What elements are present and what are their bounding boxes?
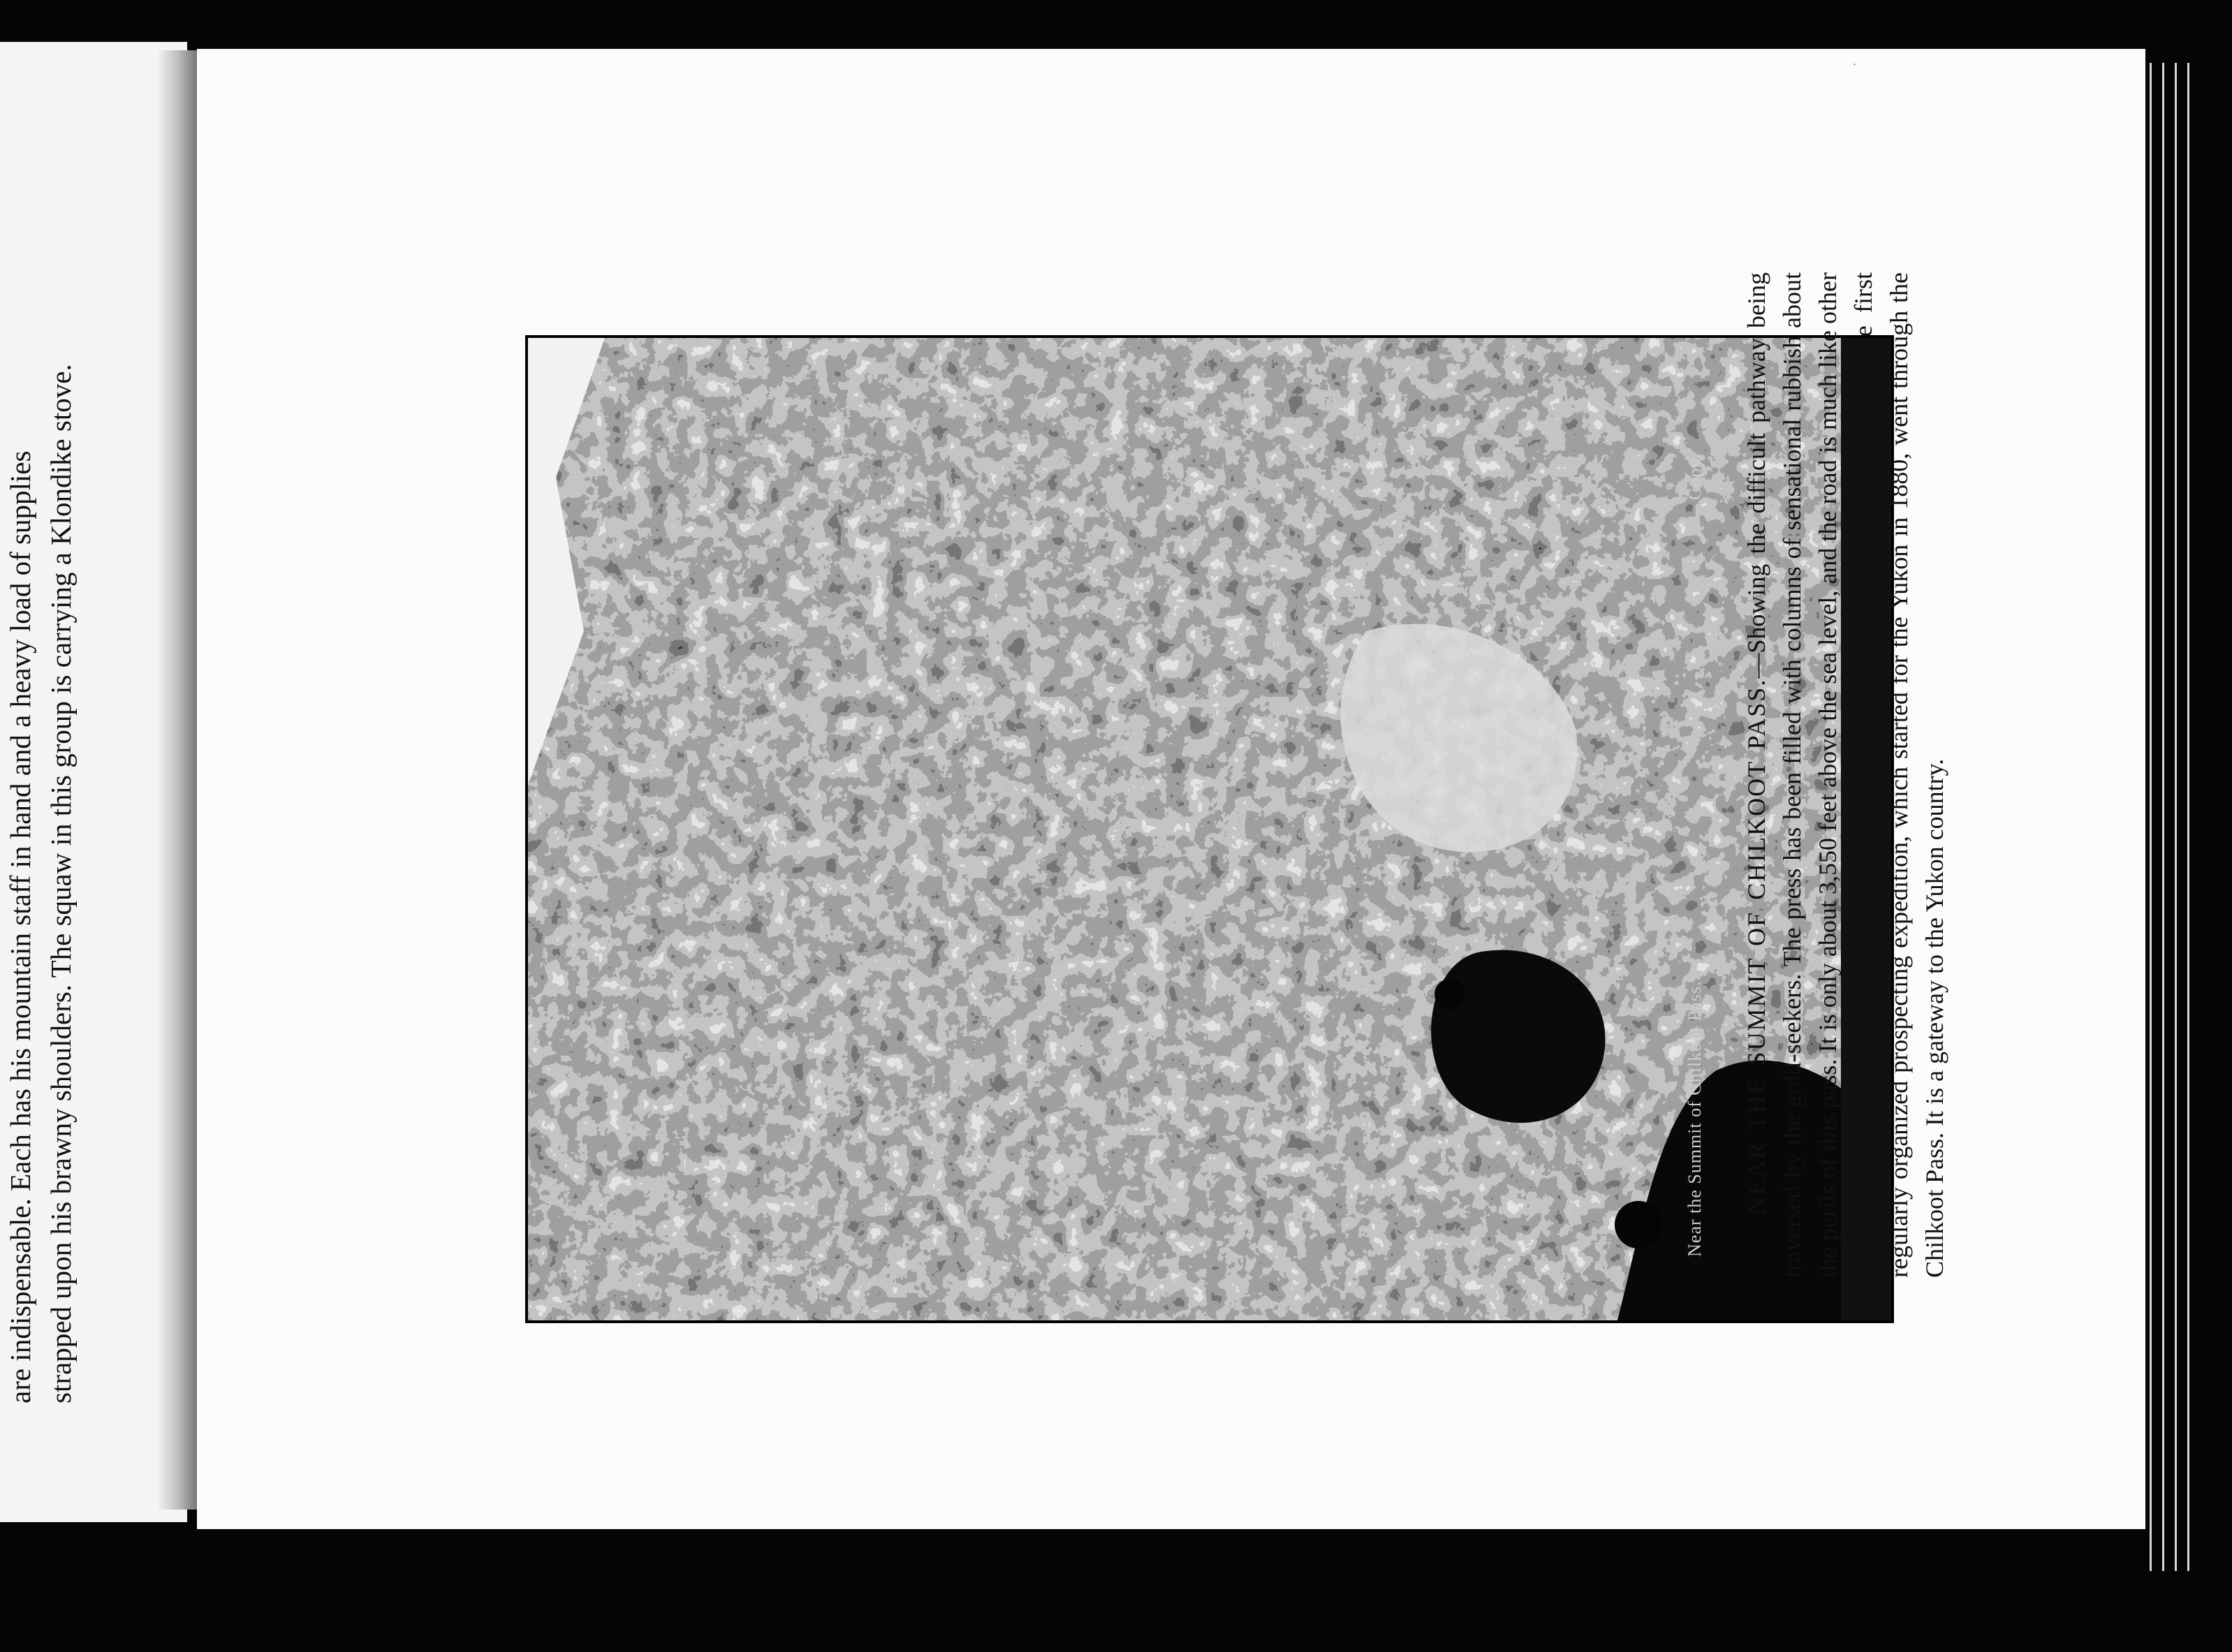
photo-embedded-caption (1684, 279, 1712, 1257)
left-page-text (0, 0, 84, 1403)
hiker-figure (1615, 1201, 1662, 1248)
photo-embedded-title: Near the Summit of Chilkoot Pass. (1684, 980, 1705, 1257)
hiker-figure-2 (1434, 979, 1465, 1010)
left-page-line-2: strapped upon his brawny shoulders. The squaw in this group is carrying a Klondike stove. (45, 364, 77, 1403)
photo-embedded-credit: Copy. (1684, 454, 1705, 501)
scan-mark: · (1852, 57, 1857, 73)
caption-body: —Showing the difficult pathway being traversed by the gold-seekers. The press has been filled with columns of sensational rubbish about the perils of this pass. It is only about 3,550 feet above the sea level, and the road is much like other rugged mountain trails, and women and children have often gone over in summer. The first regularly organized prospecting expedition, which started for the Yukon in 1880, went through the Chilkoot Pass. It is a gateway to the Yukon country. (1742, 272, 1948, 1278)
page-edges (2143, 63, 2212, 1571)
left-page-line-1: are indispensable. Each has his mountain staff in hand and a heavy load of supplies (4, 450, 36, 1403)
photo-caption (1739, 272, 1948, 1278)
caption-title: NEAR THE SUMMIT OF CHILKOOT PASS. (1742, 678, 1770, 1215)
caption-paragraph (1739, 272, 1953, 1278)
